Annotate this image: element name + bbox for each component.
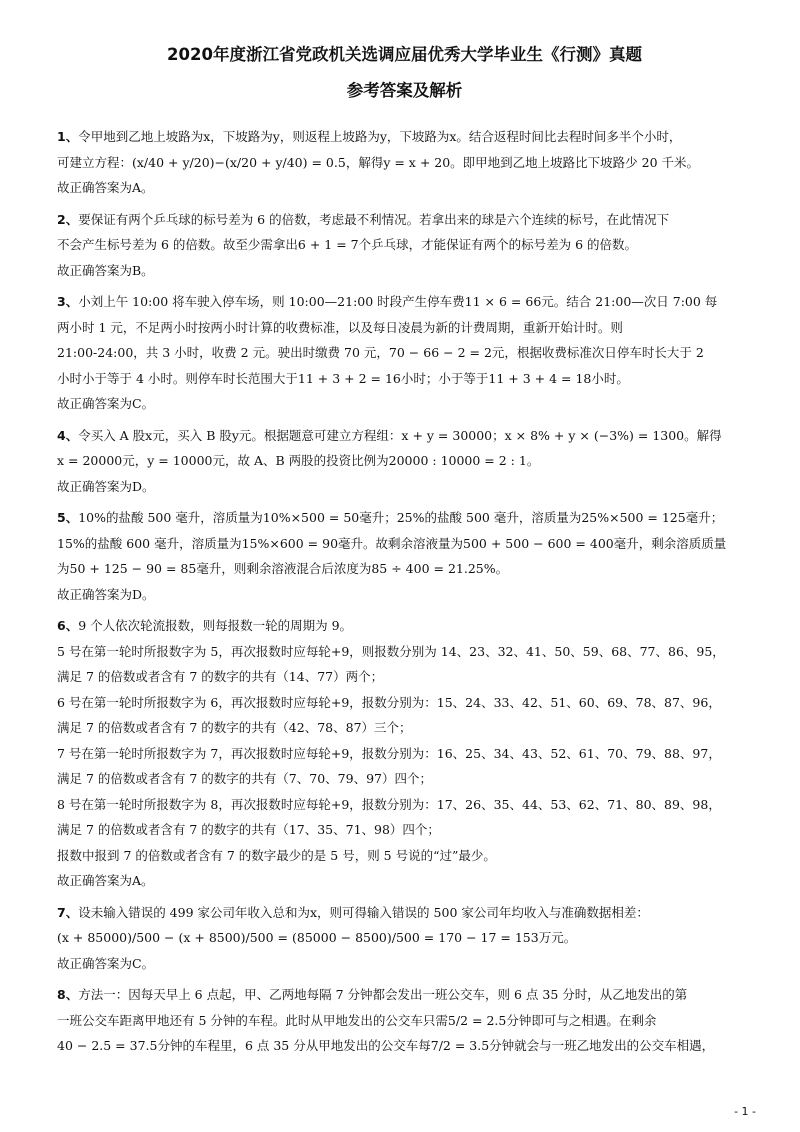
question-block — [57, 289, 752, 417]
question-line — [57, 1033, 752, 1059]
question-line — [57, 391, 752, 417]
question-text: (x + 85000)/500 − (x + 8500)/500 = (85000 − 8500)/500 = 170 − 17 = 153万元。 — [57, 930, 577, 945]
question-number: 8、 — [57, 987, 79, 1002]
question-text: 设未输入错误的 499 家公司年收入总和为x，则可得输入错误的 500 家公司年均收入与准确数据相差： — [78, 904, 649, 920]
question-text: 21:00-24:00，共 3 小时，收费 2 元。驶出时缴费 70 元，70 − 66 − 2 = 2元，根据收费标准次日停车时长大于 2 — [57, 345, 704, 360]
question-list — [57, 124, 752, 1059]
question-line — [57, 613, 752, 639]
question-line — [57, 1008, 752, 1034]
question-number: 3、 — [57, 294, 79, 309]
question-line — [57, 175, 752, 201]
question-text: 满足 7 的倍数或者含有 7 的数字的共有（7、70、79、97）四个； — [57, 771, 432, 786]
question-text: 满足 7 的倍数或者含有 7 的数字的共有（17、35、71、98）四个； — [57, 822, 440, 837]
question-line — [57, 843, 752, 869]
question-line — [57, 582, 752, 608]
question-text: 7 号在第一轮时所报数字为 7，再次报数时应每轮+9，报数分别为：16、25、34、43、52、61、70、79、88、97， — [57, 745, 721, 761]
question-line — [57, 366, 752, 392]
question-text: 故正确答案为B。 — [57, 262, 154, 278]
question-line — [57, 531, 752, 557]
question-line — [57, 766, 752, 792]
question-text: 一班公交车距离甲地还有 5 分钟的车程。此时从甲地发出的公交车只需5/2 = 2.5分钟即可与之相遇。在剩余 — [57, 1012, 657, 1028]
question-number: 4、 — [57, 427, 79, 443]
question-text: 9 个人依次轮流报数，则每报数一轮的周期为 9。 — [78, 618, 353, 633]
question-text: 故正确答案为A。 — [57, 873, 154, 888]
question-number: 1、 — [57, 129, 79, 144]
question-line — [57, 289, 752, 315]
question-text: 故正确答案为D。 — [57, 586, 155, 602]
question-text: 故正确答案为C。 — [57, 955, 155, 971]
question-line — [57, 925, 752, 951]
question-text: 令买入 A 股x元，买入 B 股y元。根据题意可建立方程组：x + y = 30000；x × 8% + y × (−3%) = 1300。解得 — [78, 427, 722, 443]
question-text: 故正确答案为A。 — [57, 180, 154, 195]
question-text: 满足 7 的倍数或者含有 7 的数字的共有（42、78、87）三个； — [57, 720, 412, 735]
question-text: 要保证有两个乒乓球的标号差为 6 的倍数，考虑最不利情况。若拿出来的球是六个连续的标号，在此情况下 — [78, 211, 670, 227]
page-number: - 1 - — [734, 1105, 756, 1118]
question-line — [57, 124, 752, 150]
question-line — [57, 792, 752, 818]
document-title: 2020年度浙江省党政机关选调应届优秀大学毕业生《行测》真题 — [167, 45, 642, 64]
question-text: 故正确答案为C。 — [57, 396, 155, 411]
question-line — [57, 556, 752, 582]
question-line — [57, 505, 752, 531]
question-text: 小时小于等于 4 小时。则停车时长范围大于11 + 3 + 2 = 16小时；小于等于11 + 3 + 4 = 18小时。 — [57, 370, 629, 386]
question-line — [57, 207, 752, 233]
question-line — [57, 664, 752, 690]
question-line — [57, 258, 752, 284]
question-number: 5、 — [57, 510, 79, 525]
question-block — [57, 505, 752, 607]
question-line — [57, 900, 752, 926]
question-text: 满足 7 的倍数或者含有 7 的数字的共有（14、77）两个； — [57, 669, 384, 684]
question-line — [57, 982, 752, 1008]
question-block — [57, 207, 752, 284]
question-line — [57, 690, 752, 716]
question-text: 小刘上午 10:00 将车驶入停车场，则 10:00—21:00 时段产生停车费11 × 6 = 66元。结合 21:00—次日 7:00 每 — [78, 294, 718, 309]
question-line — [57, 150, 752, 176]
question-line — [57, 741, 752, 767]
question-number: 2、 — [57, 211, 79, 227]
question-line — [57, 423, 752, 449]
question-line — [57, 817, 752, 843]
document-subtitle: 参考答案及解析 — [346, 81, 463, 100]
question-line — [57, 448, 752, 474]
question-block — [57, 613, 752, 894]
question-line — [57, 232, 752, 258]
question-number: 7、 — [57, 904, 79, 920]
question-text: 报数中报到 7 的倍数或者含有 7 的数字最少的是 5 号，则 5 号说的“过”最少。 — [57, 847, 496, 863]
question-text: 40 − 2.5 = 37.5分钟的车程里，6 点 35 分从甲地发出的公交车每7/2 = 3.5分钟就会与一班乙地发出的公交车相遇， — [57, 1038, 715, 1053]
question-block — [57, 124, 752, 201]
question-text: 10%的盐酸 500 毫升，溶质量为10%×500 = 50毫升；25%的盐酸 500 毫升，溶质量为25%×500 = 125毫升； — [78, 510, 724, 525]
question-text: 6 号在第一轮时所报数字为 6，再次报数时应每轮+9，报数分别为：15、24、33、42、51、60、69、78、87、96， — [57, 694, 721, 710]
question-block — [57, 982, 752, 1059]
question-line — [57, 639, 752, 665]
question-line — [57, 474, 752, 500]
question-block — [57, 423, 752, 500]
question-line — [57, 951, 752, 977]
question-number: 6、 — [57, 618, 79, 633]
question-line — [57, 315, 752, 341]
question-text: 不会产生标号差为 6 的倍数。故至少需拿出6 + 1 = 7个乒乓球，才能保证有两个的标号差为 6 的倍数。 — [57, 237, 638, 252]
question-text: 故正确答案为D。 — [57, 478, 155, 494]
question-block — [57, 900, 752, 977]
question-line — [57, 868, 752, 894]
question-text: 两小时 1 元，不足两小时按两小时计算的收费标准，以及每日凌晨为新的计费周期，重新开始计时。则 — [57, 319, 623, 335]
question-text: 令甲地到乙地上坡路为x，下坡路为y，则返程上坡路为y，下坡路为x。结合返程时间比去程时间多半个小时， — [78, 129, 682, 144]
question-line — [57, 340, 752, 366]
question-text: 8 号在第一轮时所报数字为 8，再次报数时应每轮+9，报数分别为：17、26、35、44、53、62、71、80、89、98， — [57, 796, 721, 812]
question-text: 为50 + 125 − 90 = 85毫升，则剩余溶液混合后浓度为85 ÷ 400 = 21.25%。 — [57, 561, 509, 576]
question-text: 15%的盐酸 600 毫升，溶质量为15%×600 = 90毫升。故剩余溶液量为500 + 500 − 600 = 400毫升，剩余溶质质量 — [57, 535, 727, 551]
question-line — [57, 715, 752, 741]
question-text: x = 20000元，y = 10000元，故 A、B 两股的投资比例为20000 : 10000 = 2 : 1。 — [57, 453, 540, 468]
question-text: 5 号在第一轮时所报数字为 5，再次报数时应每轮+9，则报数分别为 14、23、32、41、50、59、68、77、86、95， — [57, 643, 725, 659]
question-text: 可建立方程：(x/40 + y/20)−(x/20 + y/40) = 0.5，解得y = x + 20。即甲地到乙地上坡路比下坡路少 20 千米。 — [57, 154, 700, 170]
question-text: 方法一：因每天早上 6 点起，甲、乙两地每隔 7 分钟都会发出一班公交车，则 6 点 35 分时，从乙地发出的第 — [78, 987, 688, 1002]
